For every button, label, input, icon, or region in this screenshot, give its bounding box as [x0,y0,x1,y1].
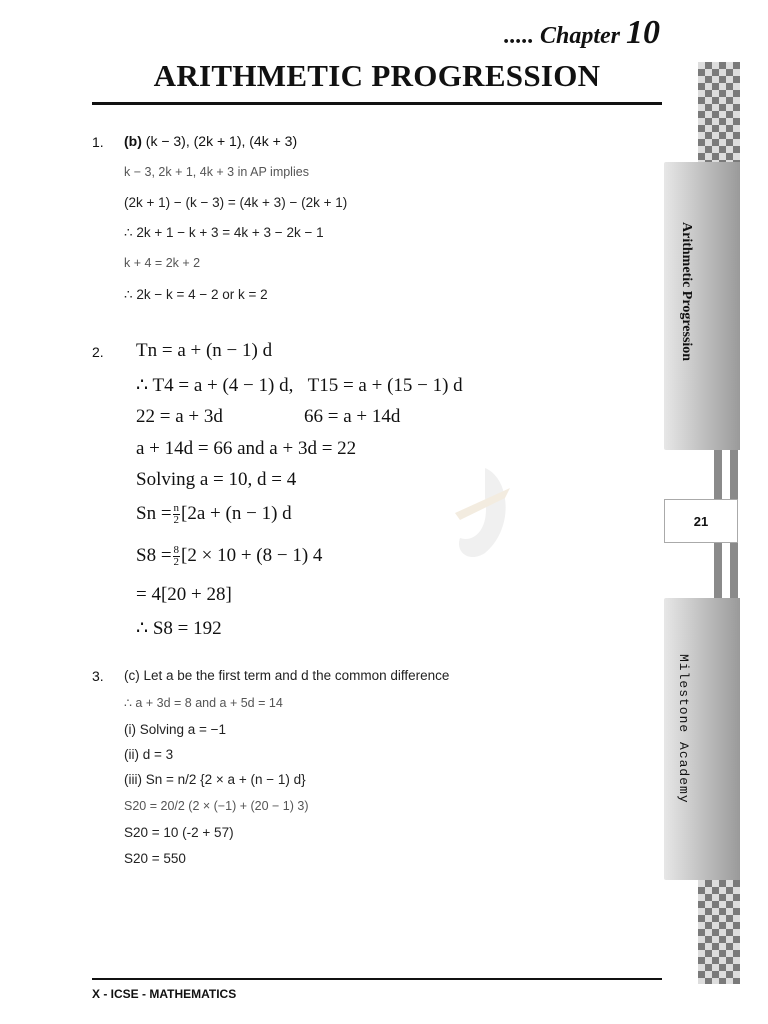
checker-pattern-bottom [698,880,740,984]
q1-line: (2k + 1) − (k − 3) = (4k + 3) − (2k + 1) [124,195,348,210]
fraction-denominator: 2 [173,556,180,569]
q1-line: k − 3, 2k + 1, 4k + 3 in AP implies [124,165,309,179]
q1-heading [124,133,297,149]
fraction [173,545,181,568]
q2-t15: T15 = a + (15 − 1) d [307,375,463,396]
chapter-prefix: ..... Chapter [503,23,620,49]
q2-line [136,545,322,568]
q2-t4: ∴ T4 = a + (4 − 1) d, [136,375,294,396]
page-number: 21 [664,499,738,543]
q2-line: Tn = a + (n − 1) d [136,340,273,361]
q1-option: (b) [124,133,142,149]
footer-text: X - ICSE - MATHEMATICS [92,987,237,1001]
q3-line: S20 = 10 (-2 + 57) [124,825,234,840]
q2-line [136,374,463,397]
q1-number: 1. [92,134,104,150]
section-tab [664,162,740,450]
checker-pattern-top [698,62,740,162]
q3-number: 3. [92,668,104,684]
q3-line: (i) Solving a = −1 [124,722,227,737]
watermark-logo [415,458,525,568]
q1-line: ∴ 2k − k = 4 − 2 or k = 2 [124,287,268,302]
q2-line: Solving a = 10, d = 4 [136,469,297,490]
q2-line [136,503,292,526]
footer-divider [92,978,662,980]
publisher-tab [664,598,740,880]
q2-line: 22 = a + 3d [136,406,223,427]
publisher-label: Milestone Academy [676,654,691,804]
fraction-denominator: 2 [173,514,180,527]
q3-line: S20 = 550 [124,851,186,866]
q2-line: = 4[20 + 28] [136,584,232,605]
q1-line: ∴ 2k + 1 − k + 3 = 4k + 3 − 2k − 1 [124,225,324,240]
side-tab [664,0,768,1024]
q3-heading: (c) Let a be the first term and d the common difference [124,668,450,683]
q2-sn-lhs: Sn = [136,503,172,524]
page-title: ARITHMETIC PROGRESSION [153,58,601,93]
q2-s8-lhs: S8 = [136,545,172,566]
chapter-number: 10 [626,14,660,51]
fraction [173,503,181,526]
q2-line: a + 14d = 66 and a + 3d = 22 [136,438,357,459]
fraction-numerator: 8 [173,544,180,557]
q3-line: S20 = 20/2 (2 × (−1) + (20 − 1) 3) [124,799,309,813]
q2-sn-rhs: [2a + (n − 1) d [181,503,292,524]
q3-line: (ii) d = 3 [124,747,174,762]
q1-line: k + 4 = 2k + 2 [124,256,201,270]
fraction-numerator: n [173,502,180,515]
title-divider [92,102,662,105]
chapter-label [504,14,660,52]
q3-line: ∴ a + 3d = 8 and a + 5d = 14 [124,696,283,710]
q2-number: 2. [92,344,104,360]
q2-line: 66 = a + 14d [304,406,401,427]
q3-line: (iii) Sn = n/2 {2 × a + (n − 1) d} [124,772,306,787]
q1-heading-text: (k − 3), (2k + 1), (4k + 3) [145,133,298,149]
q2-line: ∴ S8 = 192 [136,618,222,639]
section-label: Arithmetic Progression [679,222,694,362]
q2-s8-rhs: [2 × 10 + (8 − 1) 4 [181,545,323,566]
